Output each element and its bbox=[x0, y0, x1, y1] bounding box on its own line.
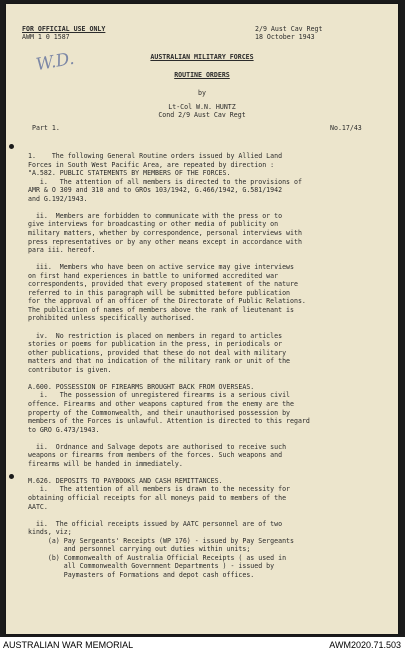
classification-stamp: FOR OFFICIAL USE ONLY bbox=[22, 25, 106, 33]
body-line: obtaining official receipts for all moneys paid to members of the bbox=[28, 494, 287, 502]
document-date: 18 October 1943 bbox=[255, 33, 315, 41]
body-line: other publications, provided that these do not deal with military bbox=[28, 348, 287, 357]
body-line: The publication of names of members above the rank of lieutenant is bbox=[28, 305, 294, 314]
body-line: offence. Firearms and other weapons captured from the enemy are the bbox=[28, 399, 294, 408]
heading-australian-military-forces: AUSTRALIAN MILITARY FORCES bbox=[150, 53, 254, 61]
footer-institution: AUSTRALIAN WAR MEMORIAL bbox=[3, 640, 134, 650]
body-line: ii. The official receipts issued by AATC personnel are of two bbox=[28, 519, 283, 528]
body-line: to GRO G.473/1943. bbox=[28, 425, 100, 434]
body-line: i. The possession of unregistered firearms is a serious civil bbox=[28, 391, 291, 400]
heading-routine-orders: ROUTINE ORDERS bbox=[174, 71, 230, 79]
body-line: all Commonwealth Government Departments ) - issued by bbox=[28, 562, 275, 571]
body-line: on first hand experiences in battle to uniformed accredited war bbox=[28, 271, 279, 280]
by-label: by bbox=[198, 89, 206, 97]
body-line: weapons or firearms from members of the forces. Such weapons and bbox=[28, 451, 283, 460]
body-line: property of the Commonwealth, and their unauthorised possession by bbox=[28, 408, 291, 417]
body-line: A.600. POSSESSION OF FIREARMS BROUGHT BACK FROM OVERSEAS. bbox=[28, 382, 255, 391]
punch-hole bbox=[9, 474, 14, 479]
body-line: for the approval of an officer of the Directorate of Public Relations. bbox=[28, 297, 306, 306]
document-sheet bbox=[6, 4, 398, 634]
body-line: kinds, viz; bbox=[28, 528, 72, 537]
body-line: referred to in this paragraph will be submitted before publication bbox=[28, 288, 291, 297]
body-line: para iii. hereof. bbox=[28, 246, 96, 255]
body-line: (a) Pay Sergeants' Receipts (WP 176) - issued by Pay Sergeants bbox=[28, 536, 294, 545]
form-reference: AWM 1 0 1587 bbox=[22, 33, 70, 41]
body-line: give interviews for broadcasting or other media of publicity on bbox=[28, 220, 279, 229]
body-line: ii. Members are forbidden to communicate with the press or to bbox=[28, 211, 283, 220]
punch-hole bbox=[9, 144, 14, 149]
body-line: AATC. bbox=[28, 502, 48, 511]
body-line: contributor is given. bbox=[28, 365, 112, 374]
body-line: matters and that no indication of the military rank or unit of the bbox=[28, 357, 291, 366]
body-line: press representatives or by any other means except in accordance with bbox=[28, 237, 302, 246]
body-line: iv. No restriction is placed on members in regard to articles bbox=[28, 331, 283, 340]
body-line: 1. The following General Routine orders issued by Allied Land bbox=[28, 152, 283, 160]
body-line: "A.582. PUBLIC STATEMENTS BY MEMBERS OF THE FORCES. bbox=[28, 169, 231, 178]
body-line: stories or poems for publication in the press, in periodicals or bbox=[28, 340, 283, 349]
body-line: and personnel carrying out duties within units; bbox=[28, 545, 251, 554]
body-line: Forces in South West Pacific Area, are repeated by direction : bbox=[28, 160, 275, 169]
handwritten-initials: W.D. bbox=[34, 48, 76, 76]
body-line: military matters, whether by correspondence, personal interviews with bbox=[28, 228, 302, 237]
archive-footer bbox=[0, 637, 405, 653]
footer-accession-number: AWM2020.71.503 bbox=[329, 640, 401, 650]
order-number: No.17/43 bbox=[330, 124, 362, 132]
body-line: M.626. DEPOSITS TO PAYBOOKS AND CASH REMITTANCES. bbox=[28, 476, 223, 485]
body-line: prohibited unless specifically authorised. bbox=[28, 314, 195, 323]
body-line: i. The attention of all members is drawn to the necessity for bbox=[28, 485, 291, 494]
body-line: ii. Ordnance and Salvage depots are authorised to receive such bbox=[28, 442, 287, 451]
body-line: iii. Members who have been on active service may give interviews bbox=[28, 263, 294, 272]
body-line: (b) Commonwealth of Australia Official Receipts ( as used in bbox=[28, 553, 287, 562]
author-command: Cond 2/9 Aust Cav Regt bbox=[158, 111, 246, 119]
body-line: and G.192/1943. bbox=[28, 194, 88, 203]
body-line: i. The attention of all members is directed to the provisions of bbox=[28, 177, 302, 186]
author-name: Lt-Col W.N. HUNTZ bbox=[168, 103, 236, 111]
body-line: firearms will be handed in immediately. bbox=[28, 459, 183, 468]
body-line: AMR & O 309 and 310 and to GROs 103/1942, G.466/1942, G.581/1942 bbox=[28, 186, 283, 195]
body-line: Paymasters of Formations and depot cash offices. bbox=[28, 570, 255, 579]
part-label: Part 1. bbox=[32, 124, 60, 132]
body-line: correspondents, provided that every proposed statement of the nature bbox=[28, 280, 298, 289]
body-line: members of the Forces is unlawful. Attention is directed to this regard bbox=[28, 417, 310, 426]
unit-reference: 2/9 Aust Cav Regt bbox=[255, 25, 323, 33]
